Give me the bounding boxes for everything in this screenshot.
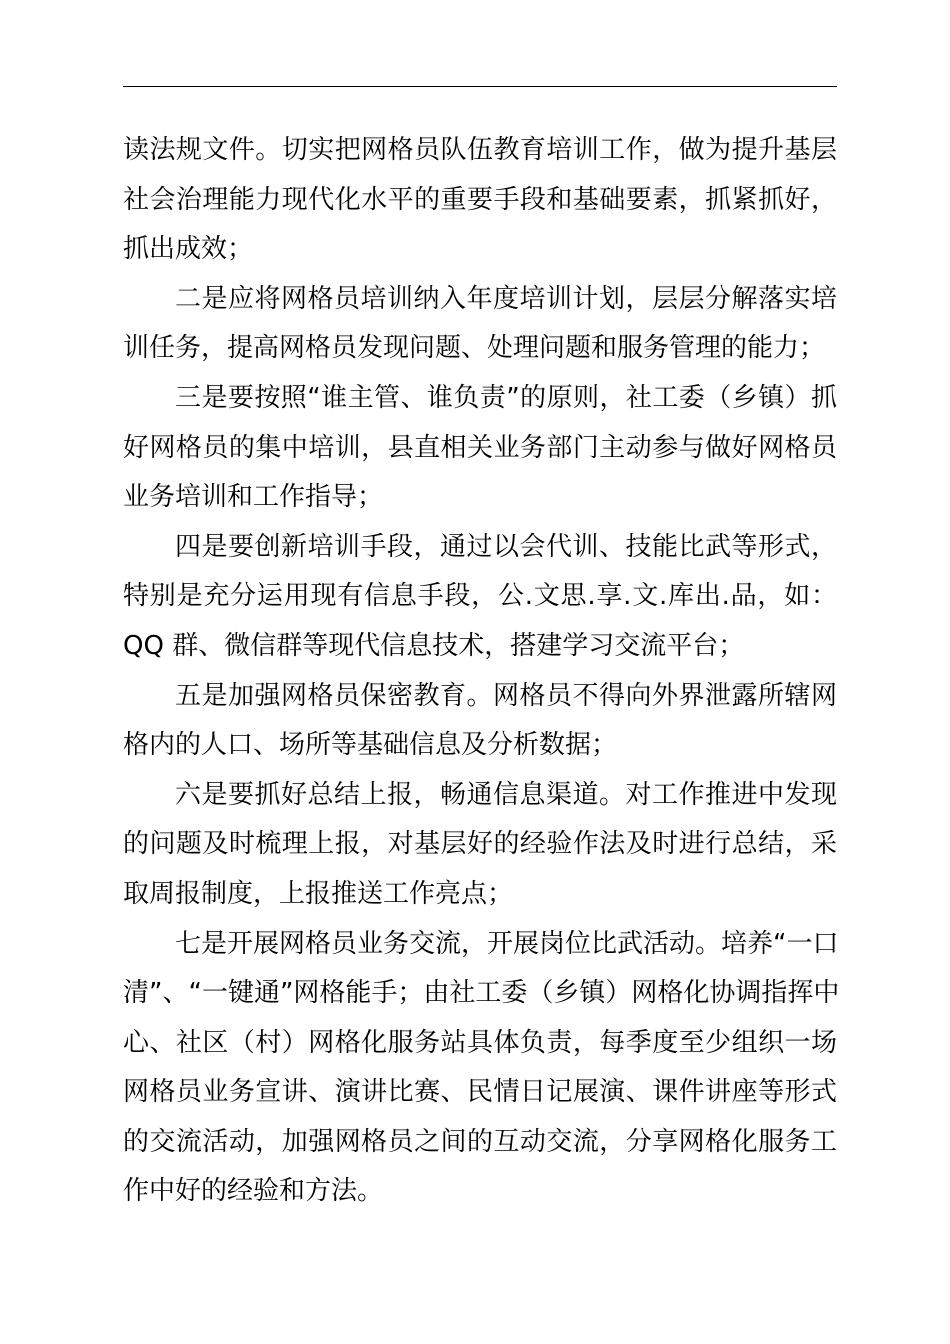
text-line: 五是加强网格员保密教育。网格员不得向外界泄露所辖网 — [175, 680, 837, 711]
text-line: 的问题及时梳理上报，对基层好的经验作法及时进行总结，采 — [123, 829, 837, 860]
text-line: 抓出成效； — [123, 234, 254, 265]
paragraph — [123, 920, 840, 1218]
paragraph — [123, 771, 837, 920]
paragraph — [123, 672, 837, 771]
text-line: 好网格员的集中培训，县直相关业务部门主动参与做好网格员 — [123, 432, 837, 463]
paragraph — [123, 275, 837, 374]
text-line: 训任务，提高网格员发现问题、处理问题和服务管理的能力； — [123, 333, 826, 364]
text-line: 七是开展网格员业务交流，开展岗位比武活动。培养“一口 — [175, 928, 839, 959]
paragraph — [123, 126, 837, 275]
paragraph — [123, 523, 837, 672]
text-line: 三是要按照“谁主管、谁负责”的原则，社工委（乡镇）抓 — [175, 382, 837, 413]
document-body — [123, 126, 840, 1217]
text-line: 清”、“一键通”网格能手；由社工委（乡镇）网格化协调指挥中 — [123, 978, 840, 1009]
text-line: 六是要抓好总结上报，畅通信息渠道。对工作推进中发现 — [175, 779, 837, 810]
text-line: 作中好的经验和方法。 — [123, 1176, 384, 1207]
text-line: 取周报制度，上报推送工作亮点； — [123, 878, 514, 909]
text-line: 网格员业务宣讲、演讲比赛、民情日记展演、课件讲座等形式 — [123, 1077, 837, 1108]
text-line: 的交流活动，加强网格员之间的互动交流，分享网格化服务工 — [123, 1126, 837, 1157]
text-line: 社会治理能力现代化水平的重要手段和基础要素，抓紧抓好， — [123, 184, 837, 215]
paragraph — [123, 374, 837, 523]
text-line: QQ 群、微信群等现代信息技术，搭建学习交流平台； — [123, 630, 745, 661]
text-line: 格内的人口、场所等基础信息及分析数据； — [123, 730, 618, 761]
text-line: 四是要创新培训手段，通过以会代训、技能比武等形式， — [175, 531, 837, 562]
text-line: 读法规文件。切实把网格员队伍教育培训工作，做为提升基层 — [123, 135, 837, 165]
text-line: 二是应将网格员培训纳入年度培训计划，层层分解落实培 — [175, 283, 837, 314]
text-line: 业务培训和工作指导； — [123, 482, 384, 513]
header-rule — [123, 86, 837, 87]
text-line: 特别是充分运用现有信息手段，公.文思.享.文.库出.品，如： — [123, 581, 837, 612]
text-line: 心、社区（村）网格化服务站具体负责，每季度至少组织一场 — [123, 1027, 837, 1058]
